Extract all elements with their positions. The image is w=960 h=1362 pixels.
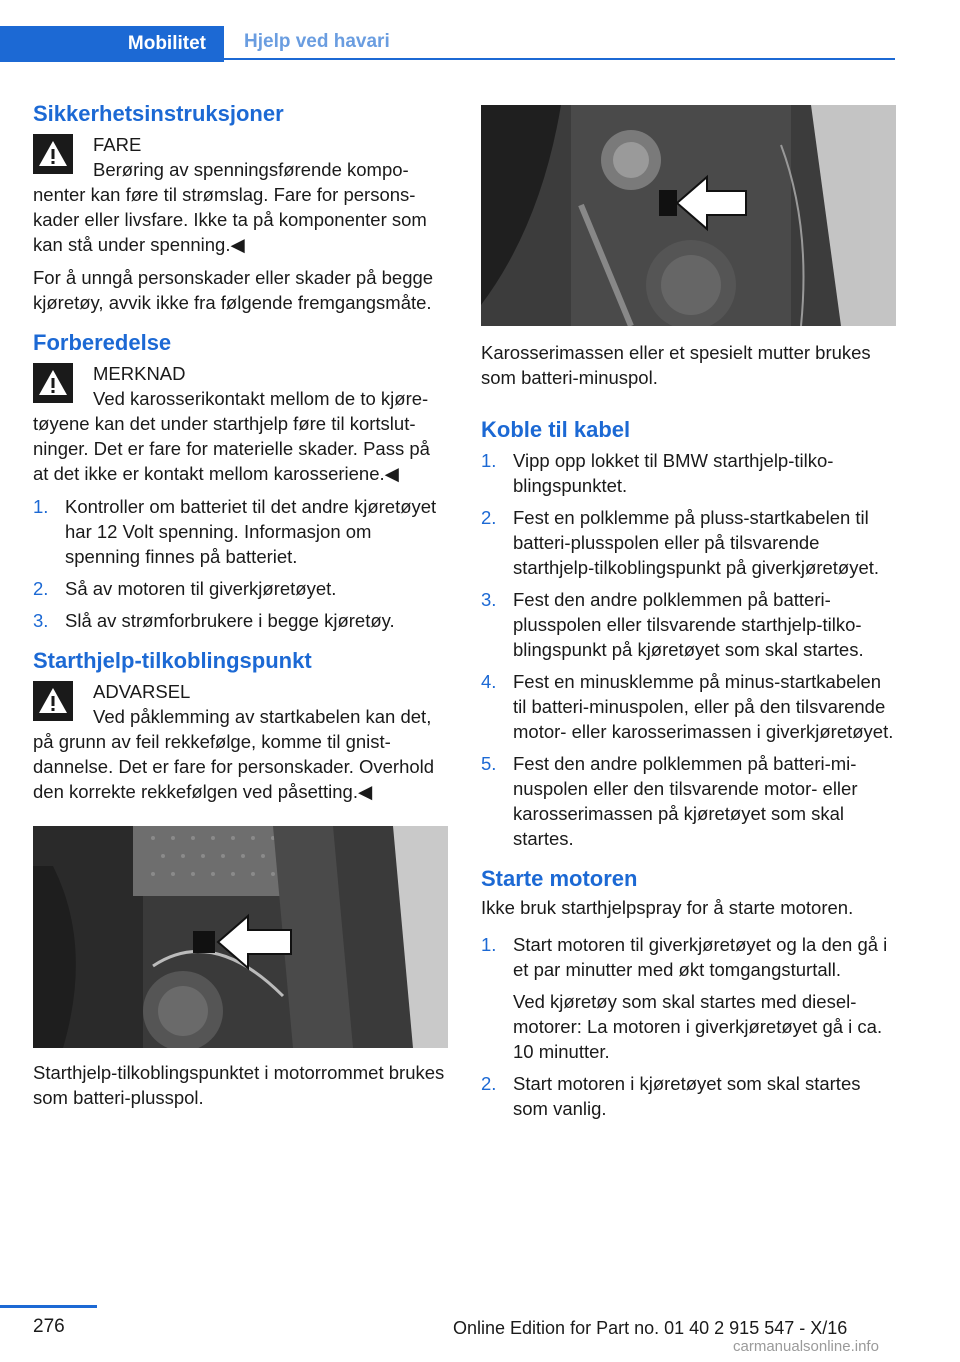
start-engine-paragraph: Ikke bruk starthjelpspray for å starte motoren. (481, 897, 854, 918)
warning-text: Ved karosserikontakt mellom de to kjøretøyene kan det under starthjelp føre til kortslutninger. Det er fare for materielle skader. Pass på at det ikke er kontakt mellom karosseriene.◀ (33, 388, 430, 484)
engine-bay-photo-minus (481, 105, 896, 326)
connect-cable-heading: Koble til kabel (481, 417, 631, 442)
connect-cable-steps (481, 448, 897, 851)
preparation-heading: Forberedelse (33, 330, 172, 355)
warning-text: Ved påklemming av startkabelen kan det, på grunn av feil rekkefølge, komme til gnistdannelse. Det er fare for personskader. Overhold den korrekte rekkefølgen ved påsetting.◀ (33, 706, 435, 802)
warning-title: FARE (93, 134, 142, 155)
warning-title: MERKNAD (93, 363, 186, 384)
watermark: carmanualsonline.info (733, 1338, 879, 1355)
warning-danger (33, 132, 448, 257)
right-column (481, 105, 897, 1128)
warning-triangle-icon (33, 363, 73, 403)
start-engine-steps (481, 932, 897, 1121)
photo-caption-plus: Starthjelp-tilkoblingspunktet i motorrommet brukes som batteri-plusspol. (33, 1062, 445, 1108)
start-engine-heading: Starte motoren (481, 866, 638, 891)
list-item: 1. Vipp opp lokket til BMW starthjelp-tilkoblingspunktet. (481, 450, 834, 496)
list-item: 1. Kontroller om batteriet til det andre kjøretøyet har 12 Volt spenning. Informasjon om spenning finnes på batteriet. (33, 496, 437, 567)
preparation-steps (33, 494, 448, 633)
edition-text: Online Edition for Part no. 01 40 2 915 547 - X/16 (453, 1318, 848, 1338)
engine-bay-illustration (481, 105, 896, 326)
warning-text: Berøring av spenningsførende komponenter kan føre til strømslag. Fare for personskader eller livsfare. Ikke ta på komponenter som kan stå under spenning.◀ (33, 159, 427, 255)
list-item: 3. Slå av strømforbrukere i begge kjøretøy. (33, 610, 395, 631)
jump-start-heading: Starthjelp-tilkoblingspunkt (33, 648, 312, 673)
engine-bay-photo-plus (33, 826, 448, 1048)
list-item: 4. Fest en minusklemme på minus-startkabelen til batteri-minuspolen, eller på den tilsvarende motor- eller karosserimassen i giverkjøretøyet. (481, 671, 894, 742)
engine-bay-illustration (33, 826, 448, 1048)
warning-title: ADVARSEL (93, 681, 191, 702)
warning-caution (33, 679, 448, 804)
list-item: 3. Fest den andre polklemmen på batteri-plusspolen eller tilsvarende starthjelp-tilkoblingspunkt på kjøretøyet som skal startes. (481, 589, 864, 660)
list-item: 2. Fest en polklemme på pluss-startkabelen til batteri-plusspolen eller på tilsvarende starthjelp-tilkoblingspunkt på giverkjøretøyet. (481, 507, 880, 578)
warning-triangle-icon (33, 681, 73, 721)
footer-accent-bar (0, 1305, 97, 1308)
left-column (33, 100, 448, 1124)
list-item: 5. Fest den andre polklemmen på batteri-minuspolen eller den tilsvarende motor- eller karosserimassen på kjøretøyet som skal startes. (481, 753, 858, 849)
warning-notice (33, 361, 448, 486)
list-item: 1. Start motoren til giverkjøretøyet og la den gå i et par minutter med økt tomgangsturtall. Ved kjøretøy som skal startes med dieselmotorer: La motoren i giverkjøretøyet gå i ca. 10 minutter. (481, 934, 888, 1062)
warning-triangle-icon (33, 134, 73, 174)
tab-mobilitet[interactable]: Mobilitet (0, 26, 224, 62)
safety-paragraph: For å unngå personskader eller skader på begge kjøretøy, avvik ikke fra følgende fremgangsmåte. (33, 267, 434, 313)
list-item: 2. Start motoren i kjøretøyet som skal startes som vanlig. (481, 1073, 861, 1119)
tab-hjelp-ved-havari[interactable]: Hjelp ved havari (224, 26, 895, 60)
safety-heading: Sikkerhetsinstruksjoner (33, 101, 284, 126)
page-number: 276 (33, 1316, 65, 1337)
list-item: 2. Så av motoren til giverkjøretøyet. (33, 578, 337, 599)
photo-caption-minus: Karosserimassen eller et spesielt mutter brukes som batteri-minuspol. (481, 342, 871, 388)
chapter-header (0, 26, 895, 62)
